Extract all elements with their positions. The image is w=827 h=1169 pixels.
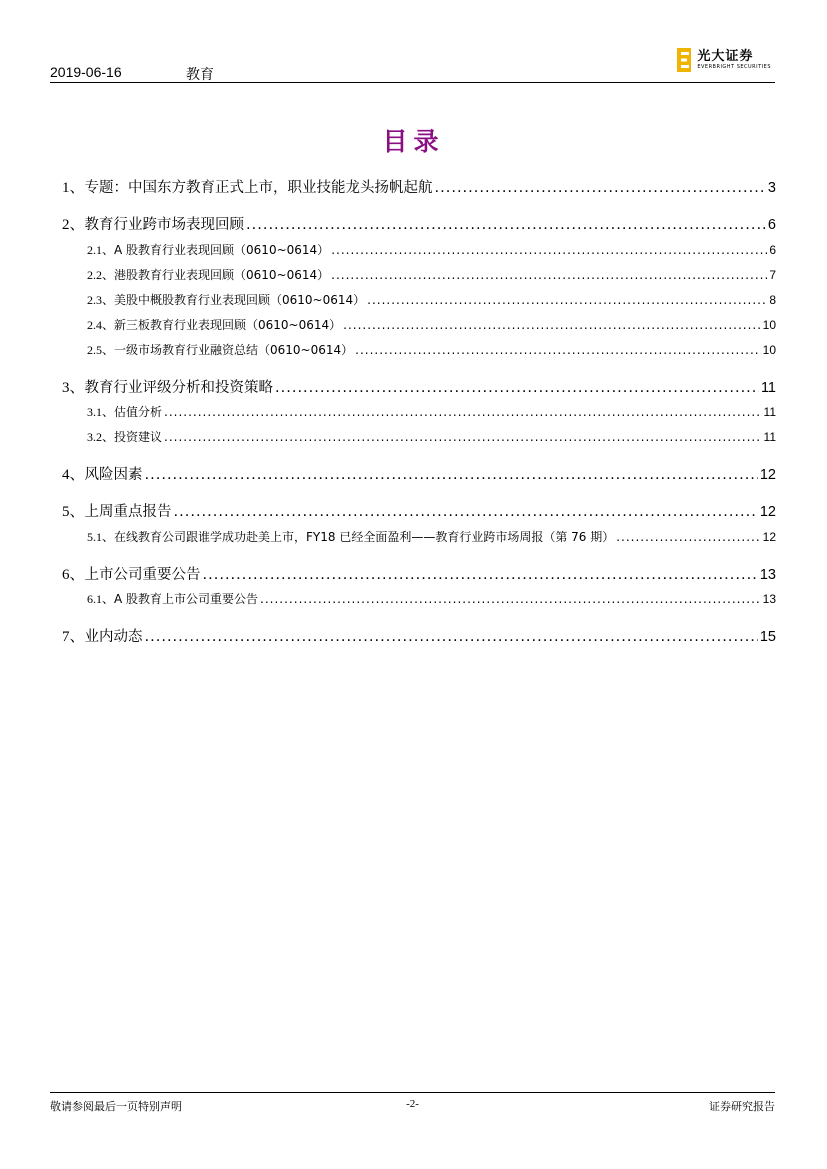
toc-entry-number: 2.2、 (87, 268, 115, 282)
toc-entry-title: 一级市场教育行业融资总结（0610~0614） (114, 343, 354, 357)
toc-entry-title: A 股教育上市公司重要公告 (114, 592, 259, 606)
toc-entry-page: 11 (763, 430, 776, 444)
toc-entry-title: 教育行业评级分析和投资策略 (84, 380, 274, 396)
toc-entry-title: 美股中概股教育行业表现回顾（0610~0614） (114, 293, 366, 307)
toc-leader-dots (355, 343, 760, 357)
toc-entry-title: 在线教育公司跟谁学成功赴美上市，FY18 已经全面盈利——教育行业跨市场周报（第 76 期） (114, 530, 615, 544)
toc-entry-number: 1、 (62, 180, 85, 196)
toc-entry-title: 上周重点报告 (84, 504, 172, 520)
toc-leader-dots (435, 180, 766, 196)
toc-entry-title: A 股教育行业表现回顾（0610~0614） (114, 243, 330, 257)
toc-entry[interactable] (62, 403, 776, 420)
page-number: -2- (406, 1098, 419, 1110)
toc-entry-page: 12 (759, 504, 776, 520)
toc-entry-number: 3.2、 (87, 430, 115, 444)
toc-entry-number: 3、 (62, 380, 85, 396)
toc-entry-number: 5、 (62, 504, 85, 520)
logo-text-en: EVERBRIGHT SECURITIES (697, 64, 771, 70)
toc-leader-dots (275, 380, 759, 396)
footer-divider (50, 1092, 775, 1093)
toc-leader-dots (343, 318, 760, 332)
logo-text-cn: 光大证券 (697, 49, 754, 64)
toc-entry[interactable] (62, 376, 776, 397)
toc-entry-number: 5.1、 (87, 530, 115, 544)
toc-entry-page: 13 (762, 592, 776, 606)
toc-entry[interactable] (62, 590, 776, 607)
toc-entry[interactable] (62, 563, 776, 584)
toc-entry-title: 上市公司重要公告 (84, 567, 201, 583)
toc-leader-dots (174, 504, 758, 520)
toc-entry-number: 2、 (62, 217, 85, 233)
report-type: 证券研究报告 (709, 1100, 775, 1113)
toc-entry[interactable] (62, 213, 776, 234)
toc-entry-title: 港股教育行业表现回顾（0610~0614） (114, 268, 330, 282)
toc-entry-title: 新三板教育行业表现回顾（0610~0614） (114, 318, 342, 332)
toc-entry-title: 风险因素 (84, 467, 143, 483)
report-date: 2019-06-16 (50, 64, 122, 80)
toc-leader-dots (260, 592, 761, 606)
toc-entry[interactable] (62, 528, 776, 545)
toc-leader-dots (164, 430, 762, 444)
toc-leader-dots (145, 629, 758, 645)
toc-entry-number: 6、 (62, 567, 85, 583)
disclaimer-note: 敬请参阅最后一页特别声明 (50, 1100, 182, 1113)
toc-entry-title: 估值分析 (114, 405, 163, 419)
toc-entry-number: 2.5、 (87, 343, 115, 357)
toc-leader-dots (331, 268, 767, 282)
toc-entry-page: 3 (767, 180, 776, 196)
toc-entry-number: 2.4、 (87, 318, 115, 332)
toc-leader-dots (164, 405, 762, 419)
toc-entry-page: 12 (762, 530, 776, 544)
toc-entry-page: 6 (769, 243, 776, 257)
company-logo (677, 48, 771, 72)
toc-entry-number: 3.1、 (87, 405, 115, 419)
toc-entry-page: 10 (762, 343, 776, 357)
toc-entry-number: 4、 (62, 467, 85, 483)
toc-leader-dots (145, 467, 758, 483)
page-header (50, 49, 775, 83)
toc-entry-page: 10 (762, 318, 776, 332)
toc-entry[interactable] (62, 428, 776, 445)
toc-entry[interactable] (62, 241, 776, 258)
toc-entry[interactable] (62, 266, 776, 283)
toc-entry-page: 13 (759, 567, 776, 583)
page-footer (50, 1098, 775, 1114)
toc-entry-title: 教育行业跨市场表现回顾 (84, 217, 245, 233)
toc-leader-dots (246, 217, 766, 233)
toc-entry-page: 7 (769, 268, 776, 282)
toc-leader-dots (367, 293, 767, 307)
toc-entry-page: 15 (759, 629, 776, 645)
toc-entry-page: 11 (760, 380, 776, 396)
toc-entry-page: 11 (763, 405, 776, 419)
toc-leader-dots (616, 530, 760, 544)
toc-entry[interactable] (62, 341, 776, 358)
header-divider (50, 82, 775, 83)
toc-entry-page: 6 (767, 217, 776, 233)
toc-entry-page: 12 (759, 467, 776, 483)
report-sector: 教育 (186, 67, 214, 83)
toc-entry[interactable] (62, 176, 776, 197)
toc-entry-title: 专题：中国东方教育正式上市，职业技能龙头扬帆起航 (84, 180, 433, 196)
toc-entry-page: 8 (769, 293, 776, 307)
toc-entry-title: 业内动态 (84, 629, 143, 645)
toc-entry-number: 7、 (62, 629, 85, 645)
toc-entry[interactable] (62, 316, 776, 333)
toc-title: 目录 (382, 127, 445, 156)
toc-leader-dots (203, 567, 758, 583)
everbright-logo-icon (677, 48, 691, 72)
toc-entry[interactable] (62, 500, 776, 521)
toc-entry[interactable] (62, 625, 776, 646)
toc-entry-title: 投资建议 (114, 430, 163, 444)
toc-leader-dots (331, 243, 767, 257)
toc-entry-number: 6.1、 (87, 592, 115, 606)
toc-entry-number: 2.1、 (87, 243, 115, 257)
toc-entry[interactable] (62, 463, 776, 484)
toc-entry[interactable] (62, 291, 776, 308)
toc-entry-number: 2.3、 (87, 293, 115, 307)
